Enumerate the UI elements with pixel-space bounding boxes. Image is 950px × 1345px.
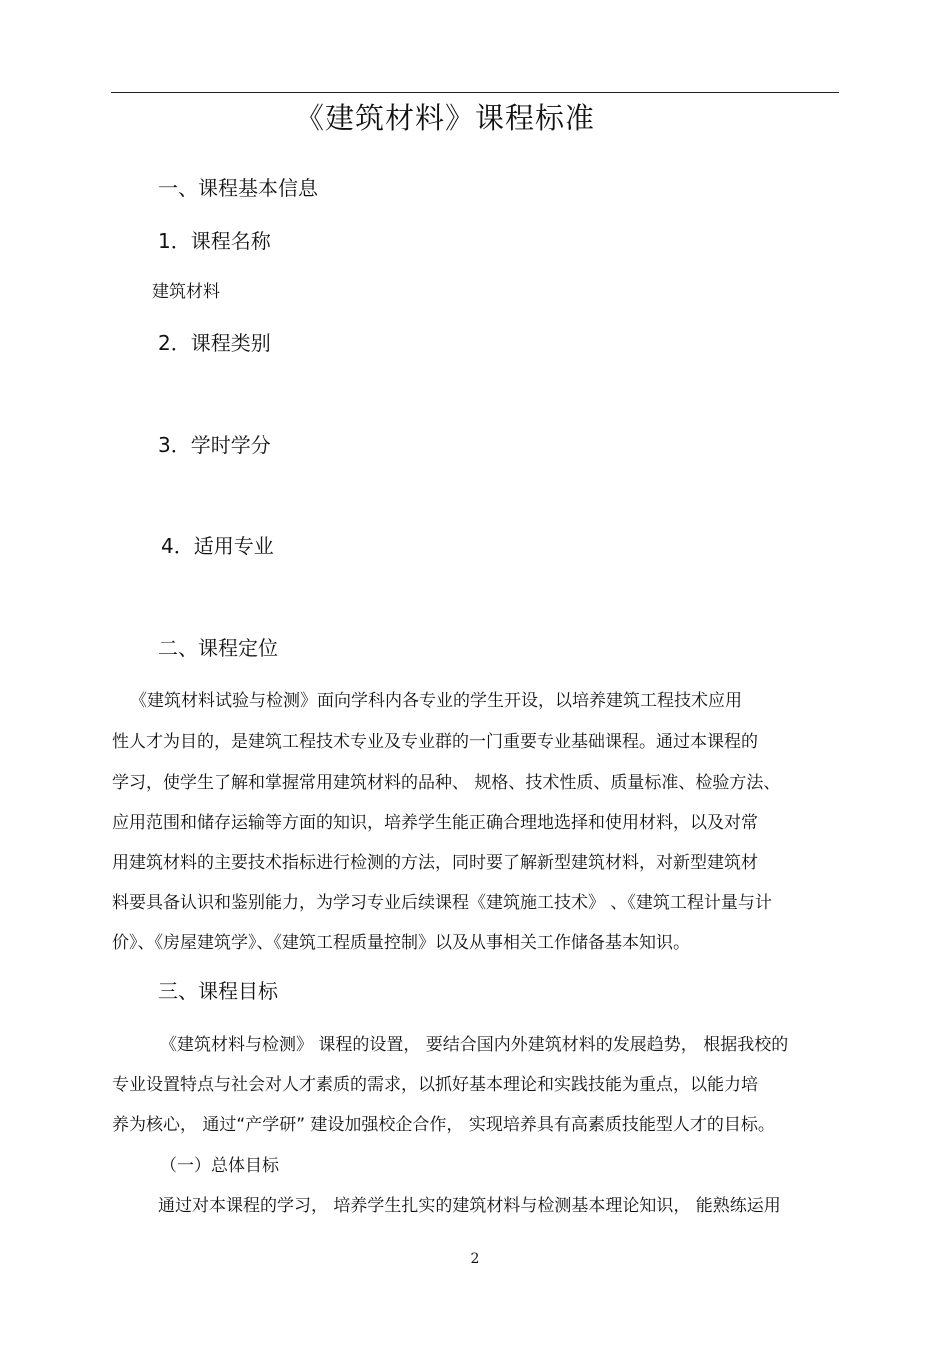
item-hours-credits: 3．学时学分 <box>158 433 271 457</box>
paragraph-line: 通过对本课程的学习， 培养学生扎实的建筑材料与检测基本理论知识， 能熟练运用 <box>158 1196 781 1216</box>
item-course-name: 1．课程名称 <box>158 229 271 253</box>
paragraph-line: 专业设置特点与社会对人才素质的需求，以抓好基本理论和实践技能为重点，以能力培 <box>112 1075 758 1095</box>
section-heading-objectives: 三、课程目标 <box>158 979 278 1003</box>
paragraph-line: 性人才为目的，是建筑工程技术专业及专业群的一门重要专业基础课程。通过本课程的 <box>112 732 758 752</box>
paragraph-line: 应用范围和储存运输等方面的知识，培养学生能正确合理地选择和使用材料，以及对常 <box>112 813 758 833</box>
page-number: 2 <box>470 1251 480 1267</box>
page-title: 《建筑材料》课程标准 <box>294 101 595 135</box>
paragraph-line: 养为核心， 通过“产学研” 建设加强校企合作， 实现培养具有高素质技能型人才的目标。 <box>112 1115 775 1135</box>
section-heading-basic-info: 一、课程基本信息 <box>158 176 318 200</box>
paragraph-line: 学习，使学生了解和掌握常用建筑材料的品种、 规格、技术性质、质量标准、检验方法、 <box>112 773 781 793</box>
paragraph-line: 价》、《房屋建筑学》、《建筑工程质量控制》以及从事相关工作储备基本知识。 <box>112 933 690 953</box>
paragraph-line: 料要具备认识和鉴别能力，为学习专业后续课程《建筑施工技术》 、《建筑工程计量与计 <box>112 893 772 913</box>
header-rule <box>111 92 839 93</box>
subheading-overall-goal: （一）总体目标 <box>160 1156 279 1176</box>
section-heading-positioning: 二、课程定位 <box>158 636 278 660</box>
item-course-category: 2．课程类别 <box>158 331 271 355</box>
paragraph-line: 用建筑材料的主要技术指标进行检测的方法，同时要了解新型建筑材料，对新型建筑材 <box>112 853 758 873</box>
item-applicable-major: 4．适用专业 <box>161 534 274 558</box>
paragraph-line: 《建筑材料试验与检测》面向学科内各专业的学生开设，以培养建筑工程技术应用 <box>130 691 742 711</box>
course-name-value: 建筑材料 <box>152 282 220 302</box>
paragraph-line: 《建筑材料与检测》 课程的设置， 要结合国内外建筑材料的发展趋势， 根据我校的 <box>160 1035 789 1055</box>
